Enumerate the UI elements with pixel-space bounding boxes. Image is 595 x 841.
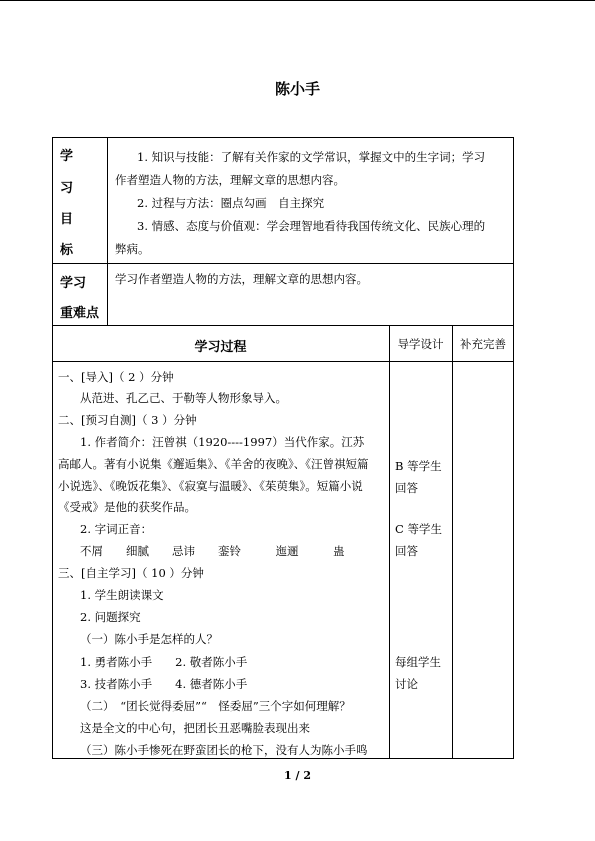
process-line: 二、[预习自测]（ 3 ）分钟 bbox=[58, 413, 197, 427]
guide-note: 回答 bbox=[395, 544, 418, 558]
process-line: （一）陈小手是怎样的人？ bbox=[80, 632, 218, 646]
goals-line: 2. 过程与方法：圈点勾画 自主探究 bbox=[137, 196, 325, 210]
guide-note: 回答 bbox=[395, 481, 418, 495]
keypoints-text: 学习作者塑造人物的方法，理解文章的思想内容。 bbox=[115, 272, 368, 286]
supplement-header: 补充完善 bbox=[460, 337, 506, 351]
goals-label-3: 目 bbox=[60, 212, 74, 227]
guide-note: 讨论 bbox=[395, 677, 418, 691]
process-line: 从范进、孔乙己、于勒等人物形象导入。 bbox=[80, 391, 287, 405]
goals-label-1: 学 bbox=[60, 149, 74, 164]
page-title: 陈小手 bbox=[274, 80, 320, 98]
process-line: 《受戒》是他的获奖作品。 bbox=[58, 500, 196, 514]
process-line: 1. 学生朗读课文 bbox=[80, 588, 164, 602]
row-divider-header bbox=[52, 361, 514, 362]
row-divider-keypoints bbox=[52, 325, 514, 326]
process-line: 不屑 细腻 忌讳 銮铃 迤逦 蛊 bbox=[80, 544, 345, 558]
col-divider-label bbox=[107, 137, 108, 325]
goals-label-4: 标 bbox=[60, 243, 74, 258]
goals-line: 1. 知识与技能：了解有关作家的文学常识，掌握文中的生字词；学习 bbox=[137, 150, 486, 164]
goals-line: 3. 情感、态度与价值观：学会理智地看待我国传统文化、民族心理的 bbox=[137, 219, 486, 233]
process-line: 这是全文的中心句，把团长丑恶嘴脸表现出来 bbox=[80, 721, 310, 735]
guide-note: B 等学生 bbox=[395, 459, 442, 473]
keypoints-label-1: 学习 bbox=[60, 276, 87, 291]
goals-line: 作者塑造人物的方法，理解文章的思想内容。 bbox=[115, 173, 345, 187]
guide-header: 导学设计 bbox=[397, 337, 444, 351]
process-line: （二） “团长觉得委屈”“ 怪委屈”三个字如何理解？ bbox=[80, 699, 351, 713]
col-divider-guide bbox=[389, 325, 390, 759]
goals-line: 弊病。 bbox=[115, 242, 150, 256]
process-line: 3. 技者陈小手 4. 德者陈小手 bbox=[80, 677, 248, 691]
keypoints-label-2: 重难点 bbox=[60, 306, 100, 321]
process-line: 2. 字词正音： bbox=[80, 522, 153, 536]
process-line: 2. 问题探究 bbox=[80, 610, 141, 624]
process-line: 1. 作者简介：汪曾祺（1920----1997）当代作家。江苏 bbox=[80, 435, 365, 449]
process-line: 小说选》、《晚饭花集》、《寂寞与温暖》、《茱萸集》。短篇小说 bbox=[58, 479, 363, 493]
page-number: 1 / 2 bbox=[284, 769, 311, 782]
process-line: 三、[自主学习]（ 10 ）分钟 bbox=[58, 566, 204, 580]
goals-label-2: 习 bbox=[60, 181, 74, 196]
guide-note: 每组学生 bbox=[395, 655, 441, 669]
process-line: （三）陈小手惨死在野蛮团长的枪下，没有人为陈小手鸣 bbox=[80, 743, 368, 757]
guide-note: C 等学生 bbox=[395, 522, 442, 536]
row-divider-goals bbox=[52, 263, 514, 264]
process-header: 学习过程 bbox=[194, 340, 247, 355]
top-rule bbox=[0, 0, 595, 1]
process-line: 高邮人。著有小说集《邂逅集》、《羊舍的夜晚》、《汪曾祺短篇 bbox=[58, 457, 369, 471]
process-line: 1. 勇者陈小手 2. 敬者陈小手 bbox=[80, 655, 248, 669]
process-line: 一、[导入]（ 2 ）分钟 bbox=[58, 370, 174, 384]
col-divider-supplement bbox=[452, 325, 453, 759]
